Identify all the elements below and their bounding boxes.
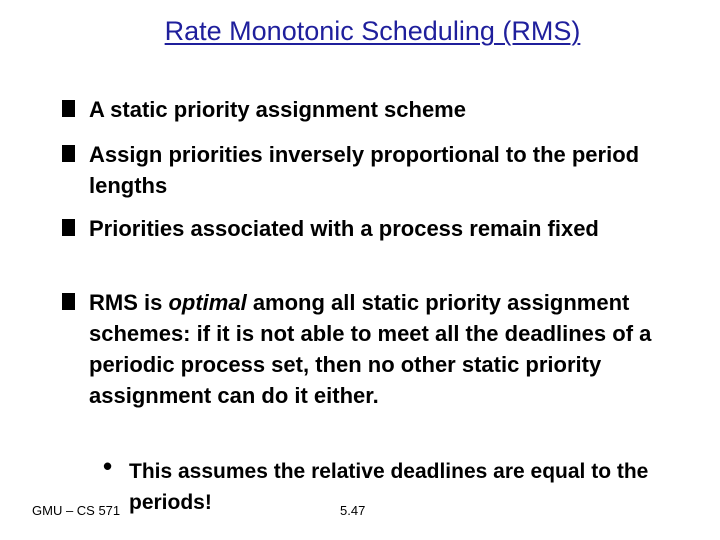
sub-bullet-deadlines xyxy=(103,451,663,518)
square-bullet-icon xyxy=(62,293,75,310)
emphasis-optimal: optimal xyxy=(168,290,247,315)
footer-course: GMU – CS 571 xyxy=(32,503,121,518)
bullet-text-end: among all static priority assignment schemes: if it is not able to meet all the deadlines of a periodic process set, then no other static priority assignment can do it either. xyxy=(89,290,652,408)
slide-title: Rate Monotonic Scheduling (RMS) xyxy=(164,16,581,46)
bullet-text: A static priority assignment scheme xyxy=(89,97,466,122)
footer-page-number: 5.47 xyxy=(340,503,366,518)
bullet-text xyxy=(89,287,662,411)
square-bullet-icon xyxy=(62,145,75,162)
bullet-static-priority xyxy=(62,94,662,125)
bullet-text-start: RMS is xyxy=(89,290,169,315)
bullet-priorities-fixed xyxy=(62,213,662,244)
square-bullet-icon xyxy=(62,219,75,236)
bullet-rms-optimal xyxy=(62,287,662,411)
bullet-assign-priorities xyxy=(62,139,662,201)
square-bullet-icon xyxy=(62,100,75,117)
sub-bullet-text: This assumes the relative deadlines are equal to the periods! xyxy=(129,460,649,514)
bullet-text: Priorities associated with a process remain fixed xyxy=(89,216,599,241)
dot-bullet-icon: • xyxy=(103,451,113,481)
bullet-text: Assign priorities inversely proportional to the period lengths xyxy=(89,142,640,198)
